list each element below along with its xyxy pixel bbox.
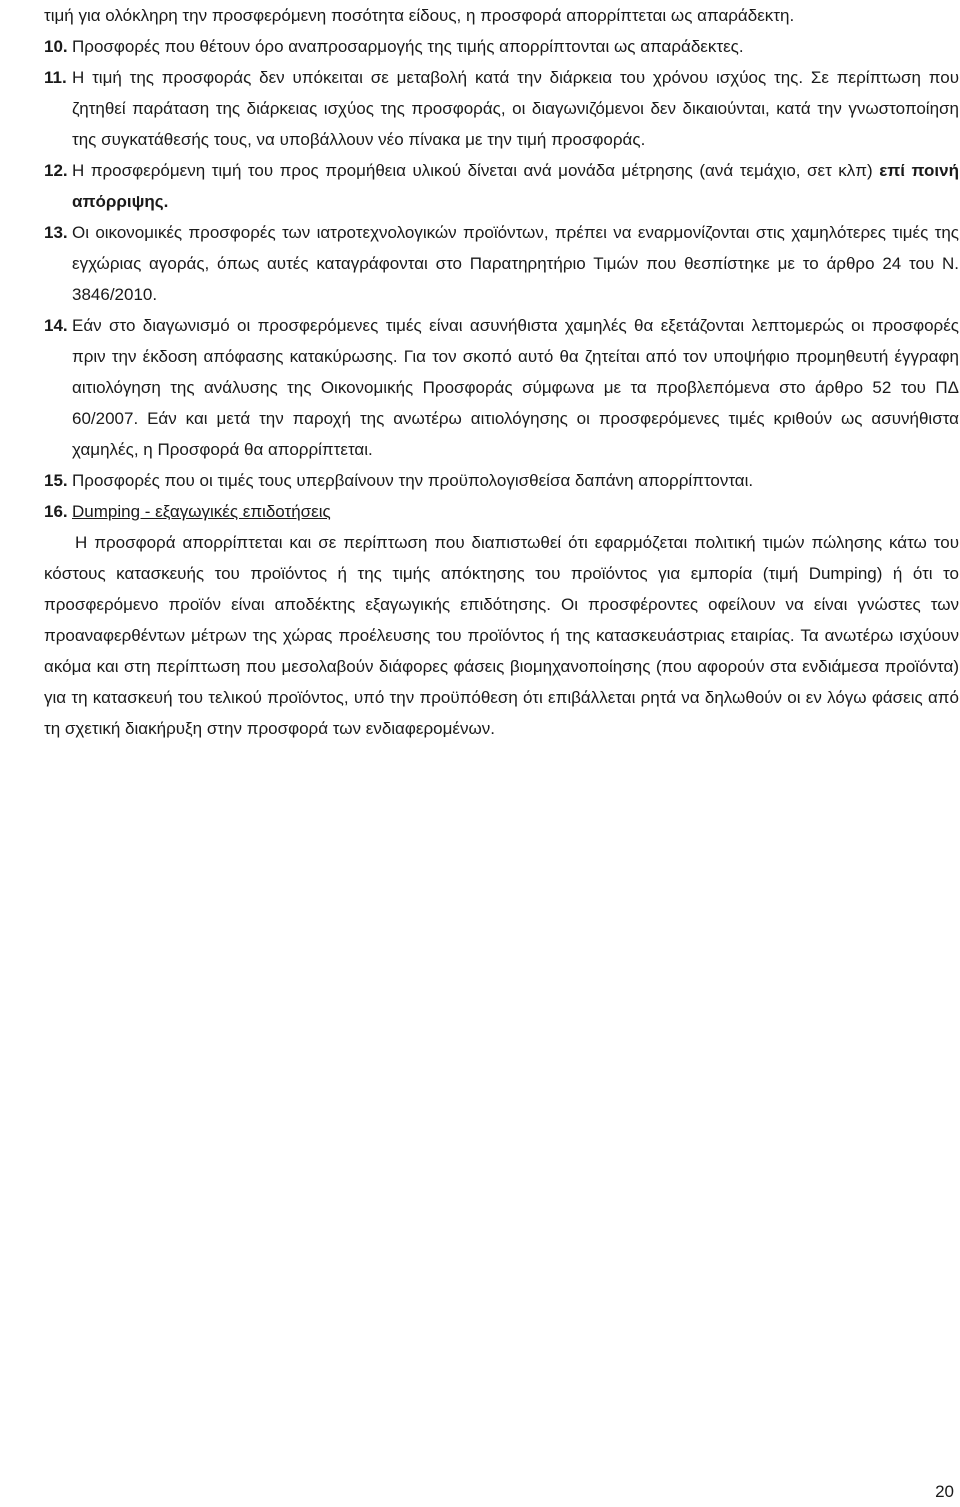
item-text: Η προσφερόμενη τιμή του προς προμήθεια υλικού δίνεται ανά μονάδα μέτρησης (ανά τεμάχιο, σετ κλπ) xyxy=(72,161,880,180)
item-number: 11. xyxy=(44,68,67,87)
item-number: 13. xyxy=(44,223,68,242)
continued-paragraph: τιμή για ολόκληρη την προσφερόμενη ποσότητα είδους, η προσφορά απορρίπτεται ως απαράδεκτη. xyxy=(44,6,795,25)
item-number: 16. xyxy=(44,502,68,521)
section-heading: Dumping - εξαγωγικές επιδοτήσεις xyxy=(72,502,331,521)
document-page xyxy=(44,0,959,744)
item-number: 15. xyxy=(44,471,68,490)
item-number: 12. xyxy=(44,161,68,180)
list-item-12 xyxy=(44,155,959,217)
item-text-bold: επί ποινή απόρριψης xyxy=(72,161,959,211)
page-number: 20 xyxy=(935,1482,954,1501)
item-number: 10. xyxy=(44,37,68,56)
item-text: Οι οικονομικές προσφορές των ιατροτεχνολογικών προϊόντων, πρέπει να εναρμονίζονται στις χαμηλότερες τιμές της εγχώριας αγοράς, όπως αυτές καταγράφονται στο Παρατηρητήριο Τιμών που θεσπίστηκε με το άρθρο 24 του Ν. 3846/2010. xyxy=(72,223,959,304)
item-text: Προσφορές που θέτουν όρο αναπροσαρμογής της τιμής απορρίπτονται ως απαράδεκτες. xyxy=(72,37,744,56)
item-number: 14. xyxy=(44,316,68,335)
list-item-11 xyxy=(44,62,959,155)
item-text-container xyxy=(72,155,959,217)
list-item-14 xyxy=(44,310,959,465)
item-text: Προσφορές που οι τιμές τους υπερβαίνουν την προϋπολογισθείσα δαπάνη απορρίπτονται. xyxy=(72,471,754,490)
item-text-tail: . xyxy=(163,192,169,211)
list-item-15 xyxy=(44,465,959,496)
list-item-13 xyxy=(44,217,959,310)
item-text: Η τιμή της προσφοράς δεν υπόκειται σε μεταβολή κατά την διάρκεια του χρόνου ισχύος της. Σε περίπτωση που ζητηθεί παράταση της διάρκειας ισχύος της προσφοράς, οι διαγωνιζόμενοι δεν δικαιούνται, κατά την γνωστοποίηση της συγκατάθεσής τους, να υποβάλλουν νέο πίνακα με την τιμή προσφοράς. xyxy=(72,68,959,149)
list-item-10 xyxy=(44,31,959,62)
dumping-paragraph: Η προσφορά απορρίπτεται και σε περίπτωση που διαπιστωθεί ότι εφαρμόζεται πολιτική τιμών πώλησης κάτω του κόστους κατασκευής του προϊόντος ή της τιμής απόκτησης του προϊόντος για εμπορία (τιμή Dumping) ή ότι το προσφερόμενο προϊόν είναι αποδέκτης εξαγωγικής επιδότησης. Οι προσφέροντες οφείλουν να είναι γνώστες των προαναφερθέντων μέτρων της χώρας προέλευσης του προϊόντος ή της κατασκευάστριας εταιρίας. Τα ανωτέρω ισχύουν ακόμα και στη περίπτωση που μεσολαβούν διάφορες φάσεις βιομηχανοποίησης (που αφορούν στα ενδιάμεσα προϊόντα) για τη κατασκευή του τελικού προϊόντος, υπό την προϋπόθεση ότι επιβάλλεται ρητά να δηλωθούν οι εν λόγω φάσεις από τη σχετική διακήρυξη στην προσφορά των ενδιαφερομένων. xyxy=(44,533,959,738)
list-item-16 xyxy=(44,496,959,527)
item-text: Εάν στο διαγωνισμό οι προσφερόμενες τιμές είναι ασυνήθιστα χαμηλές θα εξετάζονται λεπτομερώς οι προσφορές πριν την έκδοση απόφασης κατακύρωσης. Για τον σκοπό αυτό θα ζητείται από τον υποψήφιο προμηθευτή έγγραφη αιτιολόγηση της ανάλυσης της Οικονομικής Προσφοράς σύμφωνα με τα προβλεπόμενα στο άρθρο 52 του ΠΔ 60/2007. Εάν και μετά την παροχή της ανωτέρω αιτιολόγησης οι προσφερόμενες τιμές κριθούν ως ασυνήθιστα χαμηλές, η Προσφορά θα απορρίπτεται. xyxy=(72,316,959,459)
